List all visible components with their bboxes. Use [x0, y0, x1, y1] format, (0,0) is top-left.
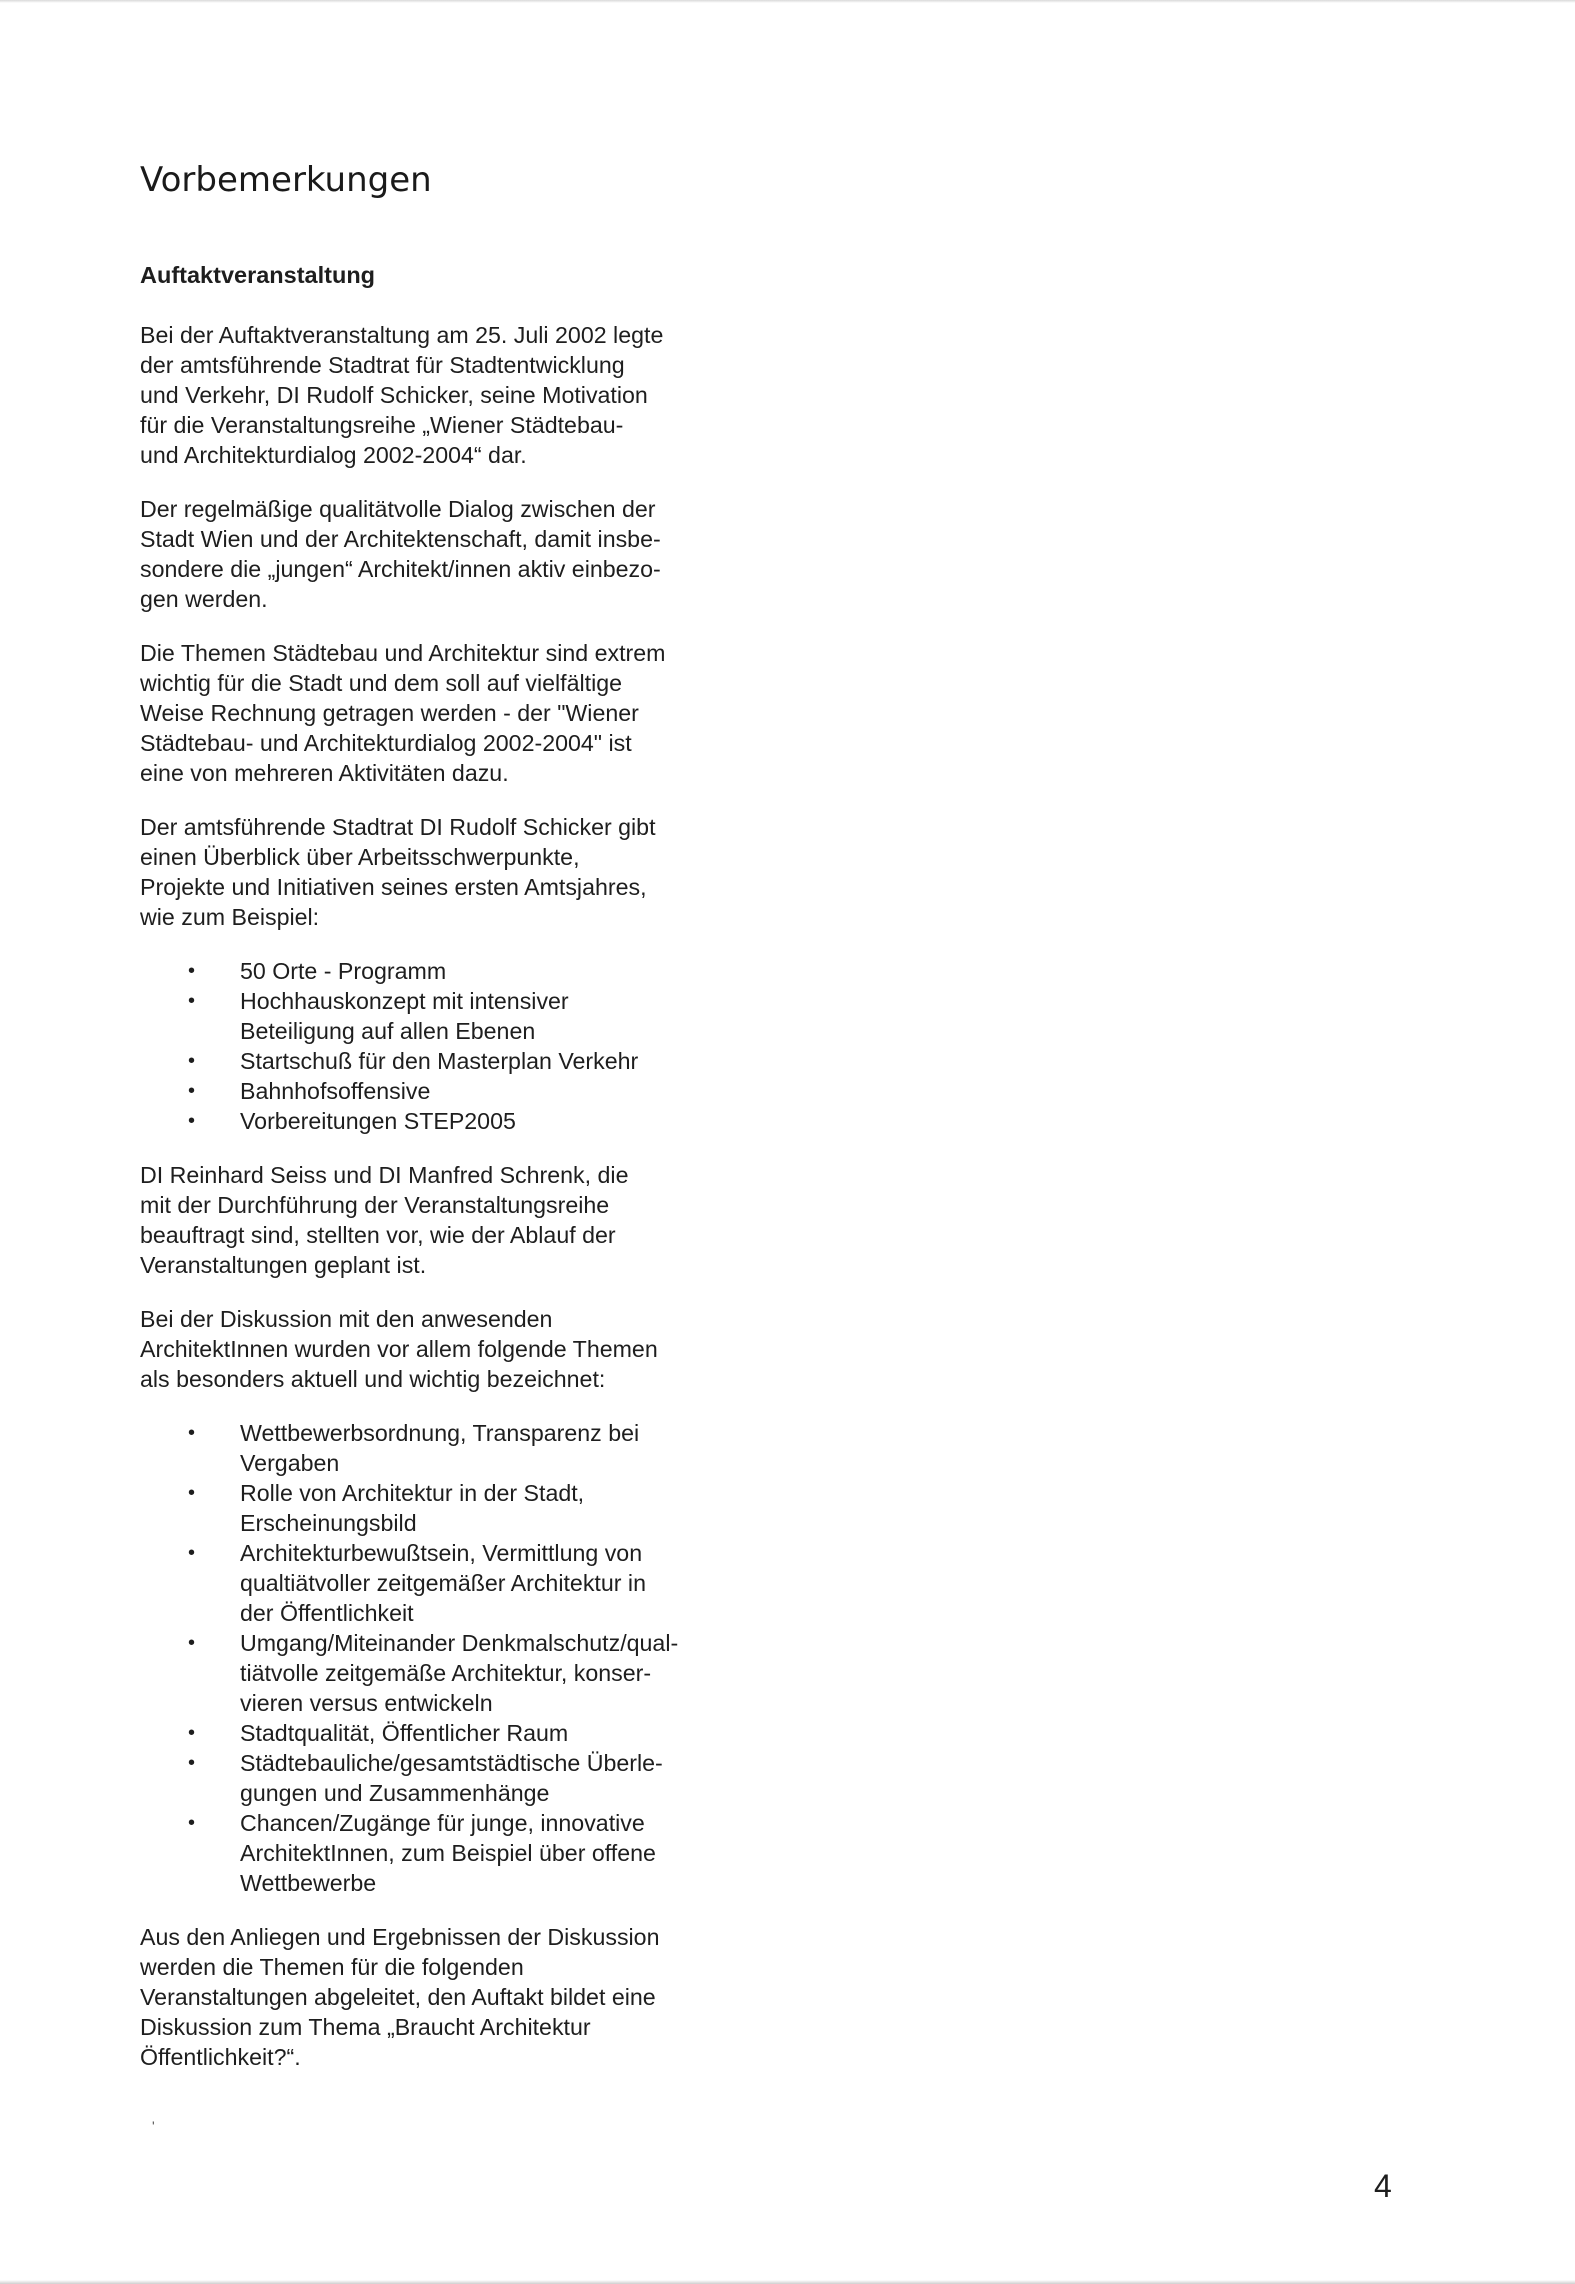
paragraph-conclusion: Aus den Anliegen und Ergebnissen der Diskussion werden die Themen für die folgenden Veranstaltungen abgeleitet, den Auftakt bildet eine Diskussion zum Thema „Braucht Architektur Öffentlichkeit?“. — [140, 1924, 660, 2070]
bullet-icon: • — [188, 1812, 196, 1834]
paragraph-organizers: DI Reinhard Seiss und DI Manfred Schrenk, die mit der Durchführung der Veranstaltungsreihe beauftragt sind, stellten vor, wie der Ablauf der Veranstaltungen geplant ist. — [140, 1162, 629, 1278]
paragraph-discussion: Bei der Diskussion mit den anwesenden ArchitektInnen wurden vor allem folgende Themen als besonders aktuell und wichtig bezeichnet: — [140, 1306, 658, 1392]
document-body — [140, 260, 720, 2096]
page-number: 4 — [1374, 2168, 1392, 2204]
stray-mark: ' — [152, 2118, 155, 2134]
list-item — [140, 1478, 720, 1538]
bullet-icon: • — [188, 1542, 196, 1564]
list-item-text: Vorbereitungen STEP2005 — [240, 1108, 516, 1134]
bullet-list-projects — [140, 956, 720, 1136]
list-item-text: Architekturbewußtsein, Vermittlung von qualtiätvoller zeitgemäßer Architektur in der Öffentlichkeit — [240, 1540, 646, 1626]
scan-edge-top — [0, 0, 1575, 3]
list-item — [140, 1628, 720, 1718]
bullet-list-topics — [140, 1418, 720, 1898]
paragraph-overview: Der amtsführende Stadtrat DI Rudolf Schicker gibt einen Überblick über Arbeitsschwerpunkte, Projekte und Initiativen seines ersten Amtsjahres, wie zum Beispiel: — [140, 814, 656, 930]
bullet-icon: • — [188, 1080, 196, 1102]
section-heading: Auftaktveranstaltung — [140, 262, 376, 288]
bullet-icon: • — [188, 1482, 196, 1504]
bullet-icon: • — [188, 1050, 196, 1072]
bullet-icon: • — [188, 1722, 196, 1744]
bullet-icon: • — [188, 990, 196, 1012]
list-item — [140, 1748, 720, 1808]
list-item — [140, 956, 720, 986]
list-item-text: Startschuß für den Masterplan Verkehr — [240, 1048, 639, 1074]
list-item-text: Chancen/Zugänge für junge, innovative ArchitektInnen, zum Beispiel über offene Wettbewerbe — [240, 1810, 656, 1896]
bullet-icon: • — [188, 1422, 196, 1444]
paragraph-dialog: Der regelmäßige qualitätvolle Dialog zwischen der Stadt Wien und der Architektenschaft, damit insbe- sondere die „jungen“ Architekt/innen aktiv einbezo- gen werden. — [140, 496, 661, 612]
list-item — [140, 1418, 720, 1478]
list-item — [140, 1538, 720, 1628]
paragraph-themes: Die Themen Städtebau und Architektur sind extrem wichtig für die Stadt und dem soll auf vielfältige Weise Rechnung getragen werden - der "Wiener Städtebau- und Architekturdialog 2002-2004" ist eine von mehreren Aktivitäten dazu. — [140, 640, 666, 786]
page-title: Vorbemerkungen — [140, 160, 432, 200]
list-item-text: Bahnhofsoffensive — [240, 1078, 431, 1104]
list-item-text: Wettbewerbsordnung, Transparenz bei Vergaben — [240, 1420, 640, 1476]
bullet-icon: • — [188, 1752, 196, 1774]
list-item — [140, 1718, 720, 1748]
list-item — [140, 986, 720, 1046]
list-item — [140, 1046, 720, 1076]
bullet-icon: • — [188, 1110, 196, 1132]
list-item-text: Hochhauskonzept mit intensiver Beteiligung auf allen Ebenen — [240, 988, 569, 1044]
list-item-text: Umgang/Miteinander Denkmalschutz/qual- tiätvolle zeitgemäße Architektur, konser- vieren versus entwickeln — [240, 1630, 679, 1716]
list-item-text: 50 Orte - Programm — [240, 958, 447, 984]
bullet-icon: • — [188, 960, 196, 982]
scan-edge-bottom — [0, 2280, 1575, 2284]
paragraph-intro: Bei der Auftaktveranstaltung am 25. Juli 2002 legte der amtsführende Stadtrat für Stadtentwicklung und Verkehr, DI Rudolf Schicker, seine Motivation für die Veranstaltungsreihe „Wiener Städtebau- und Architekturdialog 2002-2004“ dar. — [140, 322, 664, 468]
list-item — [140, 1808, 720, 1898]
list-item — [140, 1106, 720, 1136]
list-item-text: Städtebauliche/gesamtstädtische Überle- gungen und Zusammenhänge — [240, 1750, 663, 1806]
list-item — [140, 1076, 720, 1106]
list-item-text: Stadtqualität, Öffentlicher Raum — [240, 1720, 569, 1746]
list-item-text: Rolle von Architektur in der Stadt, Erscheinungsbild — [240, 1480, 585, 1536]
bullet-icon: • — [188, 1632, 196, 1654]
